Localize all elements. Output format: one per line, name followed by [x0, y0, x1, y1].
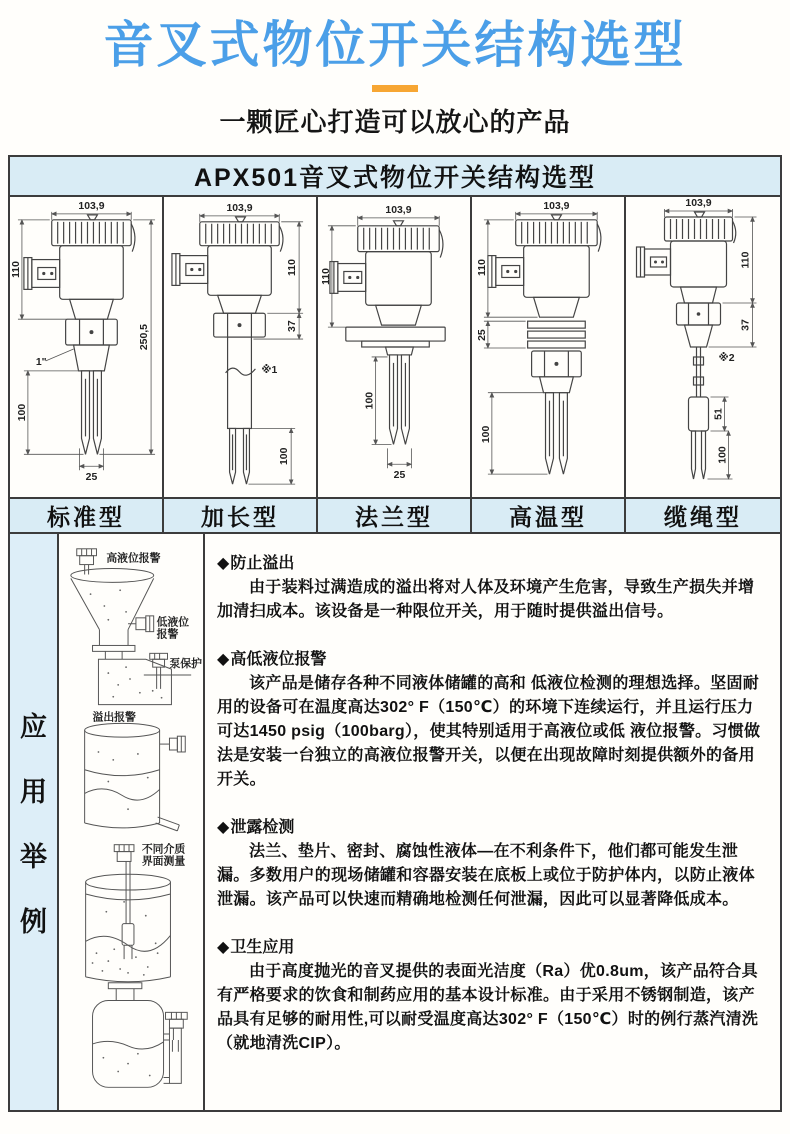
standard-type-drawing [10, 197, 162, 497]
dim-head-height: 110 [320, 268, 332, 285]
applications-row [10, 534, 780, 1110]
dim-head-height: 110 [739, 251, 752, 269]
diamond-bullet-icon: ◆ [217, 555, 230, 572]
drawing-cell-cable [626, 197, 780, 497]
type-label-high-temp: 高温型 [472, 499, 626, 532]
drawing-cell-flange [318, 197, 472, 497]
dim-width: 103,9 [78, 200, 105, 212]
diamond-bullet-icon: ◆ [217, 939, 230, 956]
flange-type-drawing [318, 197, 470, 497]
section-body: 法兰、垫片、密封、腐蚀性液体—在不利条件下，他们都可能发生泄漏。多数用户的现场储罐和容器安装在底板上或位于防护体内，以防止液体泄漏。该产品可以快速而精确地检测任何泄漏，因此可以显著降低成本。 [217, 843, 755, 908]
dim-fork-width: 25 [85, 472, 98, 484]
page-subtitle: 一颗匠心打造可以放心的产品 [219, 107, 571, 137]
dim-nut-height: 37 [287, 320, 299, 332]
pump-protect-label: 泵保护 [169, 658, 202, 671]
page-title: 音叉式物位开关结构选型 [103, 17, 687, 73]
interface-label-1: 不同介质 [141, 843, 186, 856]
dim-width: 103,9 [385, 204, 412, 216]
dim-fork-length: 100 [716, 446, 729, 464]
drawing-cell-high-temp [472, 197, 626, 497]
section-title: 高低液位报警 [230, 651, 327, 668]
type-labels-row [10, 497, 780, 534]
section-title: 泄露检测 [230, 819, 295, 836]
dim-head-height: 110 [287, 259, 299, 276]
dim-thread: 1" [35, 356, 47, 368]
note-ref: ※1 [261, 364, 278, 376]
dim-fork-length: 100 [364, 391, 376, 410]
low-level-alarm-label-2: 报警 [156, 628, 179, 641]
note-ref: ※2 [718, 352, 735, 364]
dim-fork-length: 100 [279, 447, 291, 465]
interface-label-2: 界面测量 [141, 855, 186, 868]
drawing-cell-extended [164, 197, 318, 497]
dim-fork-length: 100 [16, 403, 28, 422]
applications-sidebar [10, 534, 59, 1110]
low-level-alarm-label-1: 低液位 [156, 616, 190, 629]
dim-head-height: 110 [476, 259, 488, 276]
diamond-bullet-icon: ◆ [217, 651, 230, 668]
section-body: 由于装料过满造成的溢出将对人体及环境产生危害，导致生产损失并增加清扫成本。该设备是一种限位开关，用于随时提供溢出信号。 [217, 579, 755, 620]
section-title: 防止溢出 [230, 555, 295, 572]
drawings-row [10, 197, 780, 497]
section-body: 该产品是储存各种不同液体储罐的高和 低液位检测的理想选择。坚固耐用的设备可在温度高达302° F（150℃）的环境下连续运行，并且运行压力可达1450 psig（100barg），使其特别适用于高液位或低 液位报警。习惯做法是安装一台独立的高液位报警开关，以便在出现故障时刻提供额外的备用开关。 [217, 675, 761, 788]
type-label-flange: 法兰型 [318, 499, 472, 532]
diamond-bullet-icon: ◆ [217, 819, 230, 836]
application-diagrams-drawing [59, 534, 203, 1110]
extended-type-drawing [164, 197, 316, 497]
dim-nut-height: 37 [739, 319, 752, 331]
type-label-extended: 加长型 [164, 499, 318, 532]
dim-fins-height: 25 [476, 329, 488, 341]
high-level-alarm-label: 高液位报警 [106, 552, 161, 565]
cable-type-drawing [626, 197, 780, 497]
dim-width: 103,9 [226, 202, 253, 214]
section-leak-detection [217, 814, 764, 912]
dim-head-height: 110 [10, 261, 22, 278]
type-label-standard: 标准型 [10, 499, 164, 532]
dim-width: 103,9 [685, 197, 712, 209]
dim-fork-length: 100 [480, 425, 492, 444]
applications-text [205, 534, 780, 1110]
dim-pod-length: 51 [712, 408, 725, 420]
dim-width: 103,9 [543, 200, 570, 212]
high-temp-type-drawing [472, 197, 624, 497]
drawing-cell-standard [10, 197, 164, 497]
selection-table [8, 155, 782, 1112]
sidebar-char: 例 [20, 907, 47, 937]
section-overflow-prevention [217, 550, 764, 624]
sidebar-char: 应 [20, 712, 47, 742]
section-title: 卫生应用 [230, 939, 295, 956]
type-label-cable: 缆绳型 [664, 504, 742, 530]
selection-table-title: APX501音叉式物位开关结构选型 [10, 157, 780, 197]
applications-diagrams [59, 534, 205, 1110]
overflow-alarm-label: 溢出报警 [92, 711, 136, 724]
sidebar-char: 举 [20, 842, 47, 872]
dim-total-height: 250,5 [139, 324, 151, 351]
sidebar-char: 用 [20, 777, 47, 807]
title-underline [372, 85, 418, 92]
dim-fork-width: 25 [393, 470, 406, 482]
section-body: 由于高度抛光的音叉提供的表面光洁度（Ra）优0.8um，该产品符合具有严格要求的饮食和制药应用的基本设计标准。由于采用不锈钢制造，该产品具有足够的耐用性,可以耐受温度高达302° F（150℃）时的例行蒸汽清洗（就地清洗CIP）。 [217, 963, 759, 1052]
section-sanitary-application [217, 934, 764, 1056]
section-high-low-level-alarm [217, 646, 764, 792]
